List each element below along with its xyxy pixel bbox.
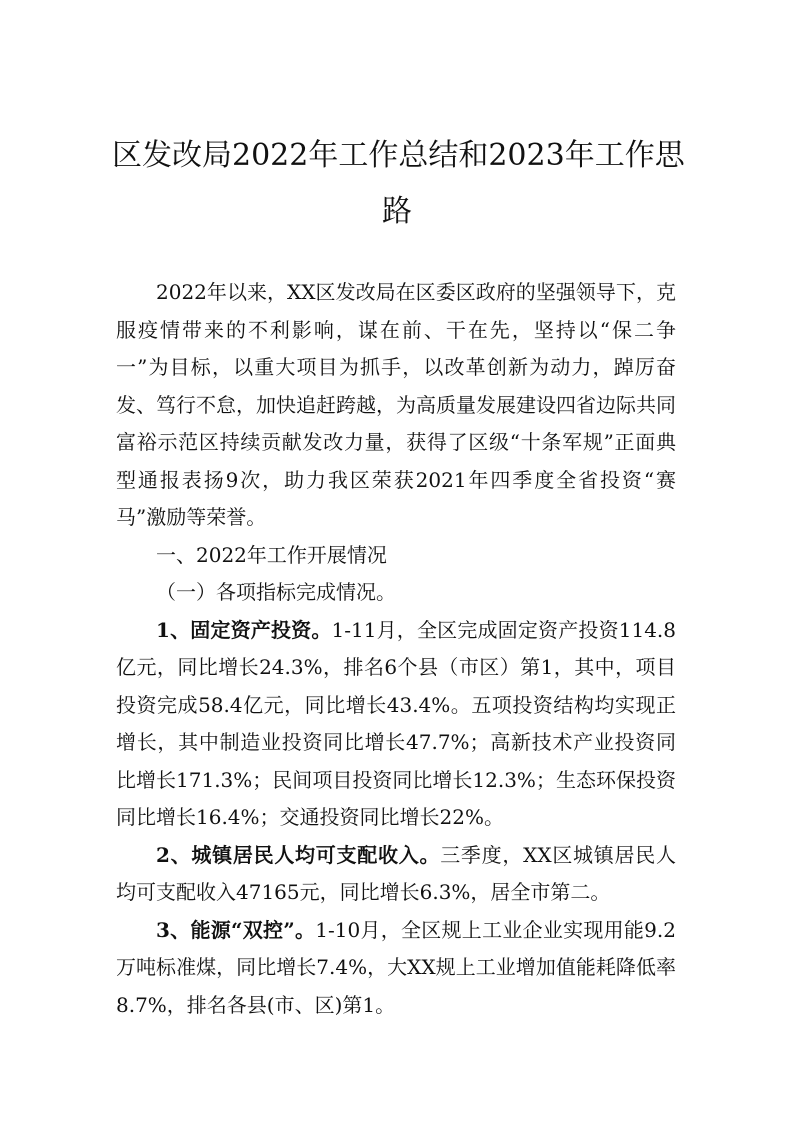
- item-3-text: 1-10月，全区规上工业企业实现用能9.2万吨标准煤，同比增长7.4%，大XX规上工业增加值能耗降低率8.7%，排名各县(市、区)第1。: [116, 917, 676, 1017]
- item-2-text: 三季度，XX区城镇居民人均可支配收入47165元，同比增长6.3%，居全市第二。: [116, 842, 676, 904]
- title-line-2: 路: [382, 194, 412, 229]
- document-body: [116, 274, 676, 1024]
- item-3-paragraph: [116, 912, 676, 1025]
- item-3-title: 3、能源“双控”。: [156, 917, 316, 942]
- item-1-text: 1-11月，全区完成固定资产投资114.8亿元，同比增长24.3%，排名6个县（市区）第1，其中，项目投资完成58.4亿元，同比增长43.4%。五项投资结构均实现正增长，其中制造业投资同比增长47.7%；高新技术产业投资同比增长171.3%；民间项目投资同比增长12.3%；生态环保投资同比增长16.4%；交通投资同比增长22%。: [116, 617, 677, 829]
- item-2-paragraph: [116, 837, 676, 912]
- item-1-title: 1、固定资产投资。: [156, 617, 332, 642]
- intro-paragraph: 2022年以来，XX区发改局在区委区政府的坚强领导下，克服疫情带来的不利影响，谋在前、干在先，坚持以“保二争一”为目标，以重大项目为抓手，以改革创新为动力，踔厉奋发、笃行不怠，加快追赶跨越，为高质量发展建设四省边际共同富裕示范区持续贡献发改力量，获得了区级“十条军规”正面典型通报表扬9次，助力我区荣获2021年四季度全省投资“赛马”激励等荣誉。: [116, 280, 676, 529]
- document-title: [112, 128, 685, 240]
- section-heading: 一、2022年工作开展情况: [156, 542, 387, 567]
- item-2-title: 2、城镇居民人均可支配收入。: [156, 842, 441, 867]
- item-1-paragraph: [116, 612, 676, 837]
- subsection-heading: （一）各项指标完成情况。: [156, 580, 396, 604]
- title-line-1: 区发改局2022年工作总结和2023年工作思: [112, 138, 685, 173]
